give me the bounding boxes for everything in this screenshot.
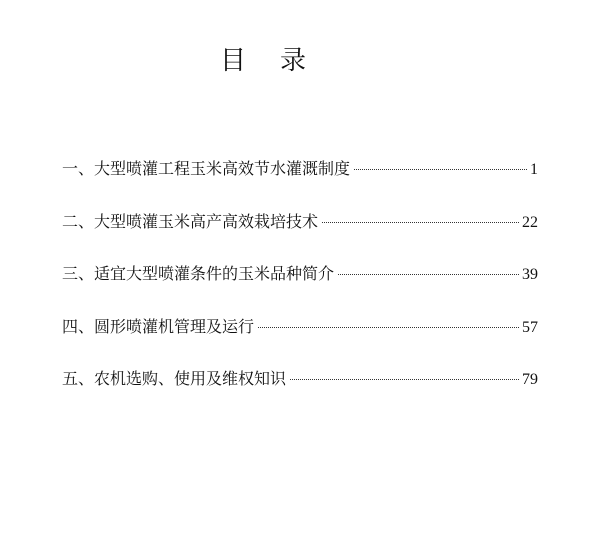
dot-leader	[354, 169, 527, 170]
table-of-contents	[62, 152, 538, 415]
page-title: 目录	[219, 46, 340, 76]
toc-page-number: 22	[522, 213, 538, 231]
toc-page-number: 79	[522, 371, 538, 388]
dot-leader	[338, 274, 519, 275]
dot-leader	[322, 222, 519, 223]
toc-page-number: 1	[530, 161, 538, 178]
toc-entry-label: 三、适宜大型喷灌条件的玉米品种简介	[62, 264, 335, 283]
dot-leader	[290, 379, 519, 380]
toc-page-number: 39	[522, 266, 538, 283]
toc-entry[interactable]	[62, 205, 538, 239]
dot-leader	[258, 327, 519, 328]
toc-entry[interactable]	[62, 362, 538, 396]
toc-page-number: 57	[522, 318, 538, 336]
toc-entry-label: 四、圆形喷灌机管理及运行	[62, 316, 255, 336]
toc-entry-label: 二、大型喷灌玉米高产高效栽培技术	[62, 211, 319, 231]
toc-entry[interactable]	[62, 310, 538, 344]
toc-entry-label: 一、大型喷灌工程玉米高效节水灌溉制度	[62, 159, 351, 178]
toc-entry-label: 五、农机选购、使用及维权知识	[62, 369, 287, 388]
toc-entry[interactable]	[62, 152, 538, 186]
toc-entry[interactable]	[62, 257, 538, 291]
